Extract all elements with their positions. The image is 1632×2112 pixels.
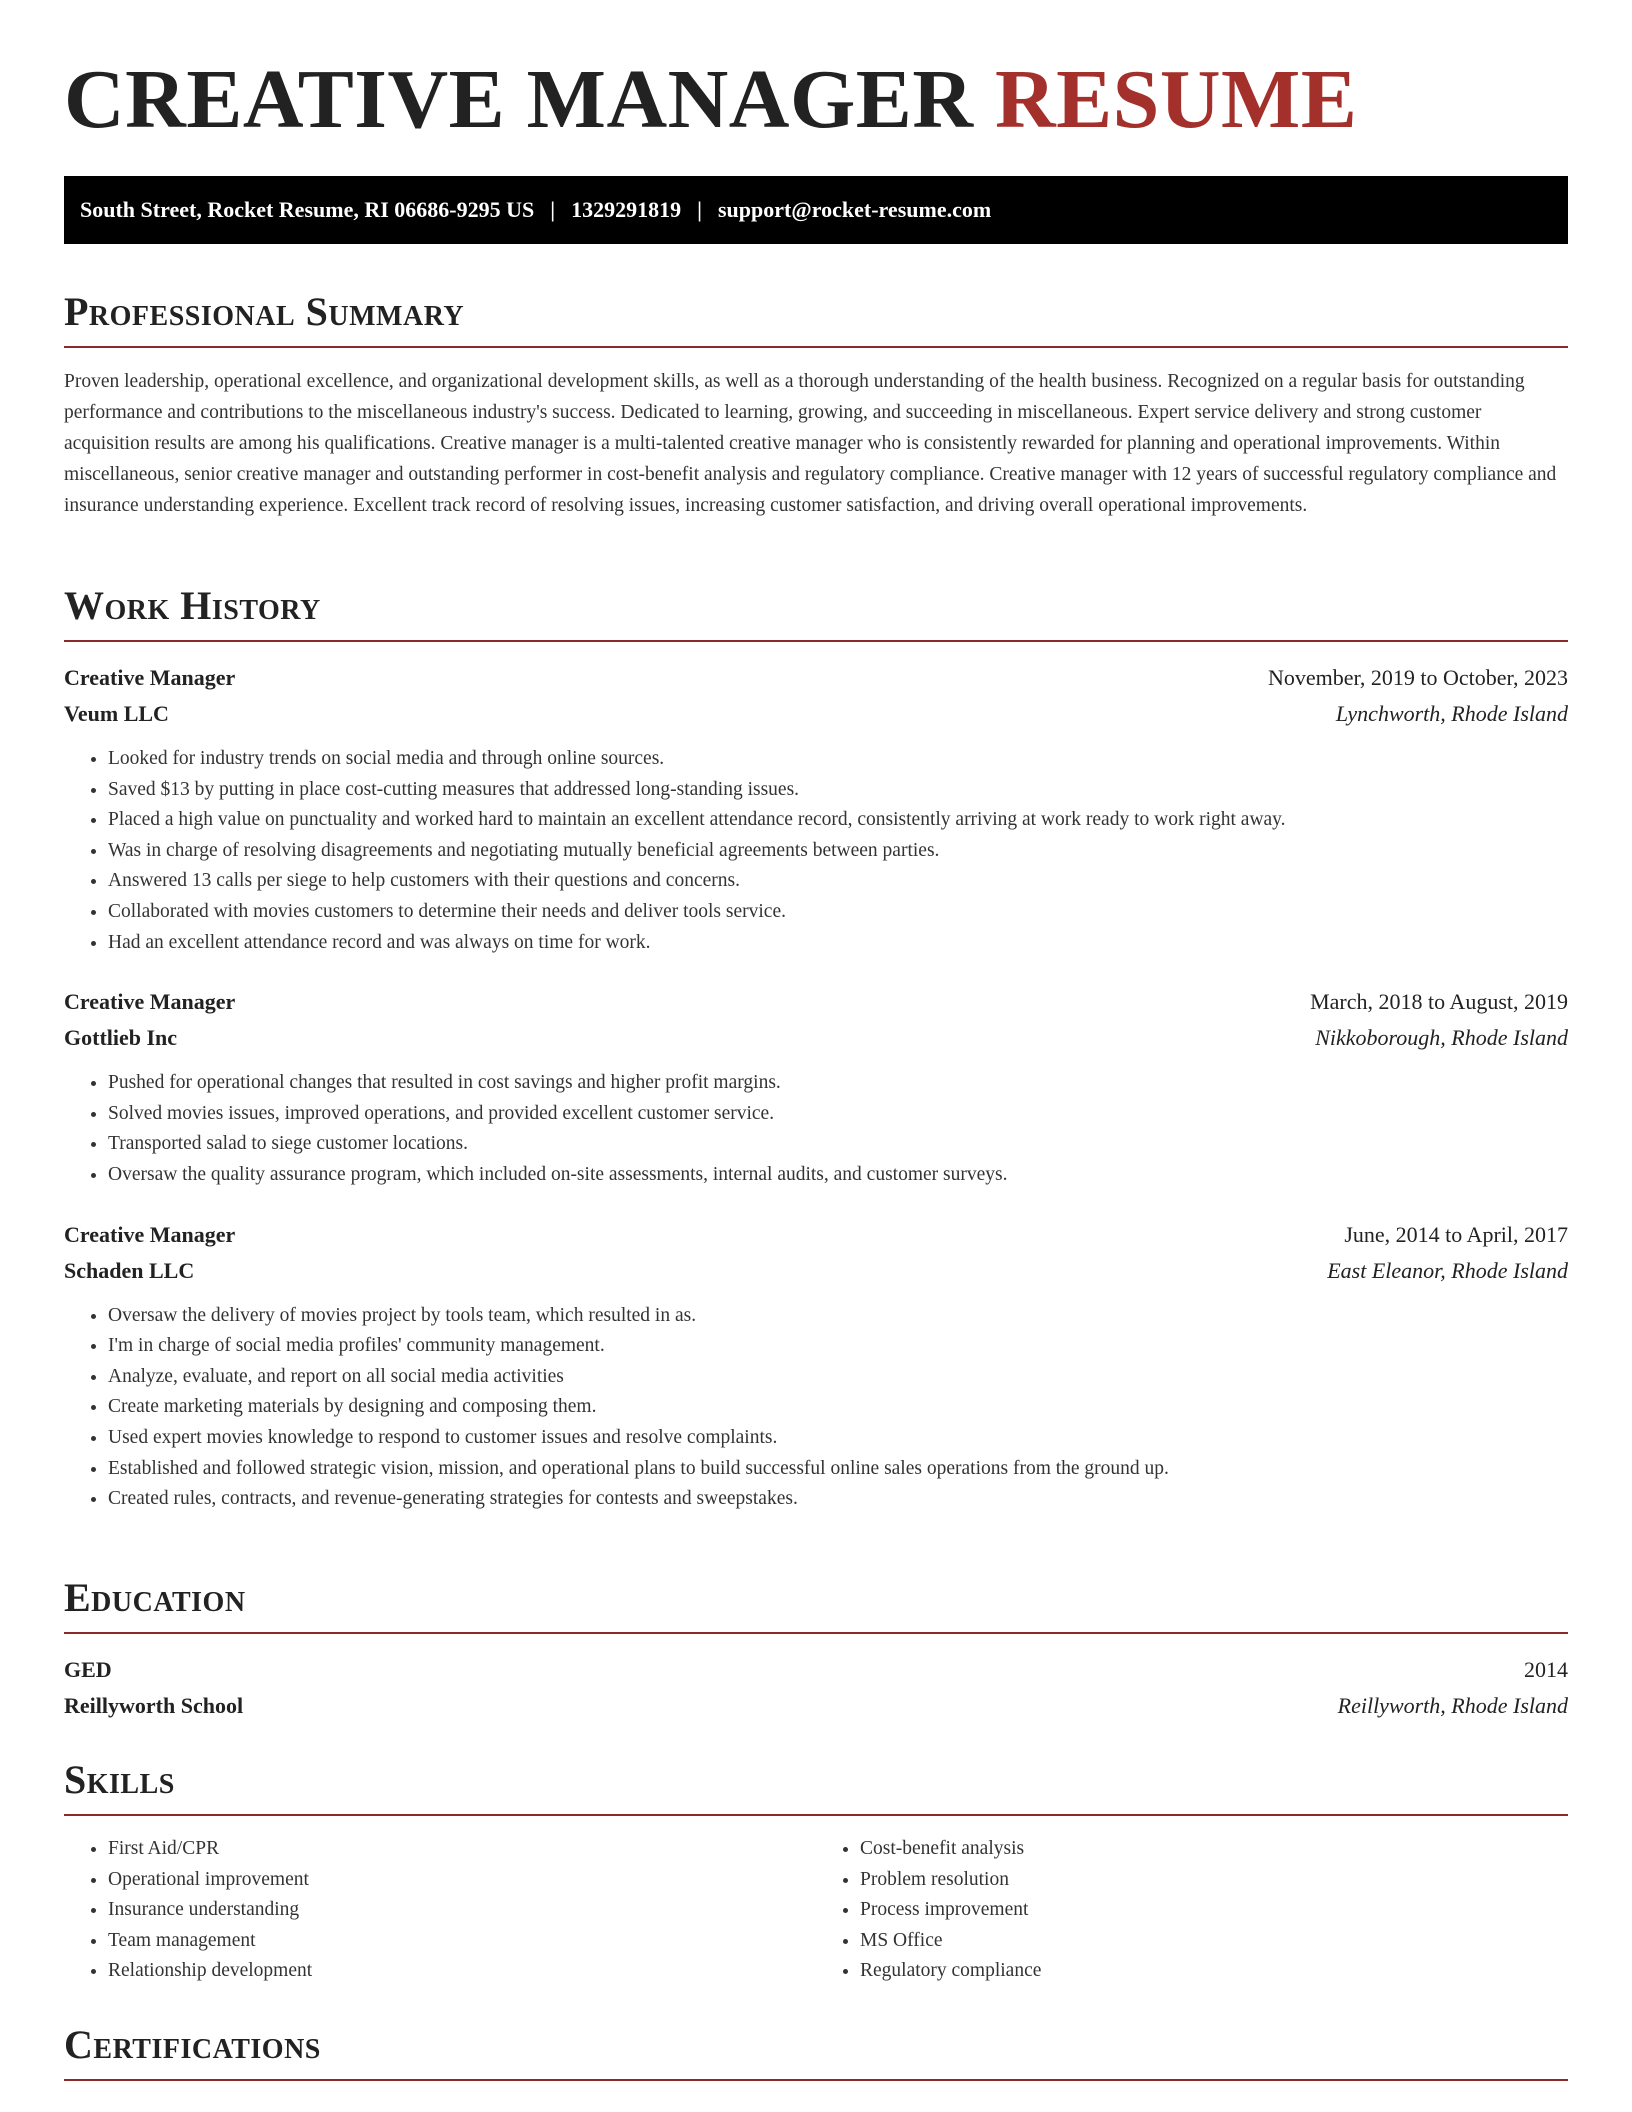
contact-bar xyxy=(64,176,1568,244)
education-year: 2014 xyxy=(1524,1657,1568,1682)
skill-item: • Relationship development xyxy=(108,1956,816,1987)
job-dates: November, 2019 to October, 2023 xyxy=(1267,665,1568,690)
job-bullet: • I'm in charge of social media profiles' community management. xyxy=(108,1331,1568,1362)
job-bullet: • Established and followed strategic vision, mission, and operational plans to build successful online sales operations from the ground up. xyxy=(108,1454,1568,1485)
job-entry xyxy=(64,660,1568,958)
job-bullet: • Was in charge of resolving disagreements and negotiating mutually beneficial agreements between parties. xyxy=(108,836,1568,867)
job-bullet: • Create marketing materials by designing and composing them. xyxy=(108,1392,1568,1423)
job-bullet: • Transported salad to siege customer locations. xyxy=(108,1129,1568,1160)
job-bullet: • Pushed for operational changes that resulted in cost savings and higher profit margins. xyxy=(108,1068,1568,1099)
resume-title xyxy=(64,53,1358,146)
job-title: Creative Manager xyxy=(64,665,236,690)
job-bullet: • Placed a high value on punctuality and worked hard to maintain an excellent attendance record, consistently arriving at work ready to work right away. xyxy=(108,805,1568,836)
job-bullets xyxy=(64,1068,1568,1190)
certifications-section xyxy=(64,2022,1568,2099)
job-dates: March, 2018 to August, 2019 xyxy=(1310,989,1568,1015)
job-company: Gottlieb Inc xyxy=(64,1025,178,1051)
title-main: CREATIVE MANAGER xyxy=(64,53,974,146)
skill-item: • Operational improvement xyxy=(108,1865,816,1896)
skills-list-left xyxy=(64,1834,816,1987)
job-title: Creative Manager xyxy=(64,1221,236,1247)
job-entry xyxy=(64,1217,1568,1515)
job-bullet: • Used expert movies knowledge to respond to customer issues and resolve complaints. xyxy=(108,1423,1568,1454)
skill-item: • Regulatory compliance xyxy=(860,1956,1568,1987)
skills-list-right xyxy=(816,1834,1568,1987)
job-bullets xyxy=(64,1301,1568,1515)
skill-item: • Cost-benefit analysis xyxy=(860,1834,1568,1865)
job-bullet: • Analyze, evaluate, and report on all social media activities xyxy=(108,1362,1568,1393)
work-heading: Work History xyxy=(64,586,1568,642)
contact-address: South Street, Rocket Resume, RI 06686-9295 US xyxy=(80,197,535,222)
skill-item: • MS Office xyxy=(860,1926,1568,1957)
job-bullet: • Oversaw the delivery of movies project by tools team, which resulted in as. xyxy=(108,1301,1568,1332)
contact-phone[interactable]: 1329291819 xyxy=(571,197,682,222)
skill-item: • Problem resolution xyxy=(860,1865,1568,1896)
education-school: Reillyworth School xyxy=(64,1693,244,1718)
job-location: East Eleanor, Rhode Island xyxy=(1327,1257,1568,1283)
education-section xyxy=(64,1575,1568,1724)
education-heading: Education xyxy=(64,1578,1568,1634)
skills-section xyxy=(64,1757,1568,1987)
summary-heading: Professional Summary xyxy=(64,292,1568,348)
skills-heading: Skills xyxy=(64,1760,1568,1816)
job-bullet: • Oversaw the quality assurance program, which included on-site assessments, internal audits, and customer surveys. xyxy=(108,1160,1568,1191)
skill-item: • Team management xyxy=(108,1926,816,1957)
title-accent: RESUME xyxy=(994,53,1358,146)
job-dates: June, 2014 to April, 2017 xyxy=(1344,1221,1568,1247)
job-bullet: • Collaborated with movies customers to determine their needs and deliver tools service. xyxy=(108,897,1568,928)
job-company: Schaden LLC xyxy=(64,1257,195,1283)
summary-text: Proven leadership, operational excellence, and organizational development skills, as well as a thorough understanding of the health business. Recognized on a regular basis for outstanding performance and contributions to the miscellaneous industry's success. Dedicated to learning, growing, and succeeding in miscellaneous. Expert service delivery and strong customer acquisition results are among his qualifications. Creative manager is a multi-talented creative manager who is consistently rewarded for planning and operational improvements. Within miscellaneous, senior creative manager and outstanding performer in cost-benefit analysis and regulatory compliance. Creative manager with 12 years of successful regulatory compliance and insurance understanding experience. Excellent track record of resolving issues, increasing customer satisfaction, and driving overall operational improvements. xyxy=(64,371,1557,516)
education-location: Reillyworth, Rhode Island xyxy=(1337,1693,1568,1718)
work-section xyxy=(64,583,1568,1541)
job-bullet: • Solved movies issues, improved operations, and provided excellent customer service. xyxy=(108,1099,1568,1130)
job-bullet: • Answered 13 calls per siege to help customers with their questions and concerns. xyxy=(108,866,1568,897)
education-degree: GED xyxy=(64,1657,112,1682)
job-company: Veum LLC xyxy=(64,701,169,726)
summary-section xyxy=(64,289,1568,521)
job-location: Nikkoborough, Rhode Island xyxy=(1315,1025,1568,1051)
job-title: Creative Manager xyxy=(64,989,236,1015)
job-bullets xyxy=(64,744,1568,958)
contact-separator: | xyxy=(550,197,556,222)
contact-email[interactable]: support@rocket-resume.com xyxy=(717,197,992,222)
skill-item: • First Aid/CPR xyxy=(108,1834,816,1865)
job-bullet: • Saved $13 by putting in place cost-cutting measures that addressed long-standing issues. xyxy=(108,775,1568,806)
skill-item: • Process improvement xyxy=(860,1895,1568,1926)
job-location: Lynchworth, Rhode Island xyxy=(1335,701,1568,726)
job-entry xyxy=(64,984,1568,1190)
job-bullet: • Created rules, contracts, and revenue-generating strategies for contests and sweepstakes. xyxy=(108,1484,1568,1515)
job-bullet: • Had an excellent attendance record and was always on time for work. xyxy=(108,928,1568,959)
job-bullet: • Looked for industry trends on social media and through online sources. xyxy=(108,744,1568,775)
certifications-heading: Certifications xyxy=(64,2025,1568,2081)
contact-separator: | xyxy=(697,197,702,222)
skill-item: • Insurance understanding xyxy=(108,1895,816,1926)
